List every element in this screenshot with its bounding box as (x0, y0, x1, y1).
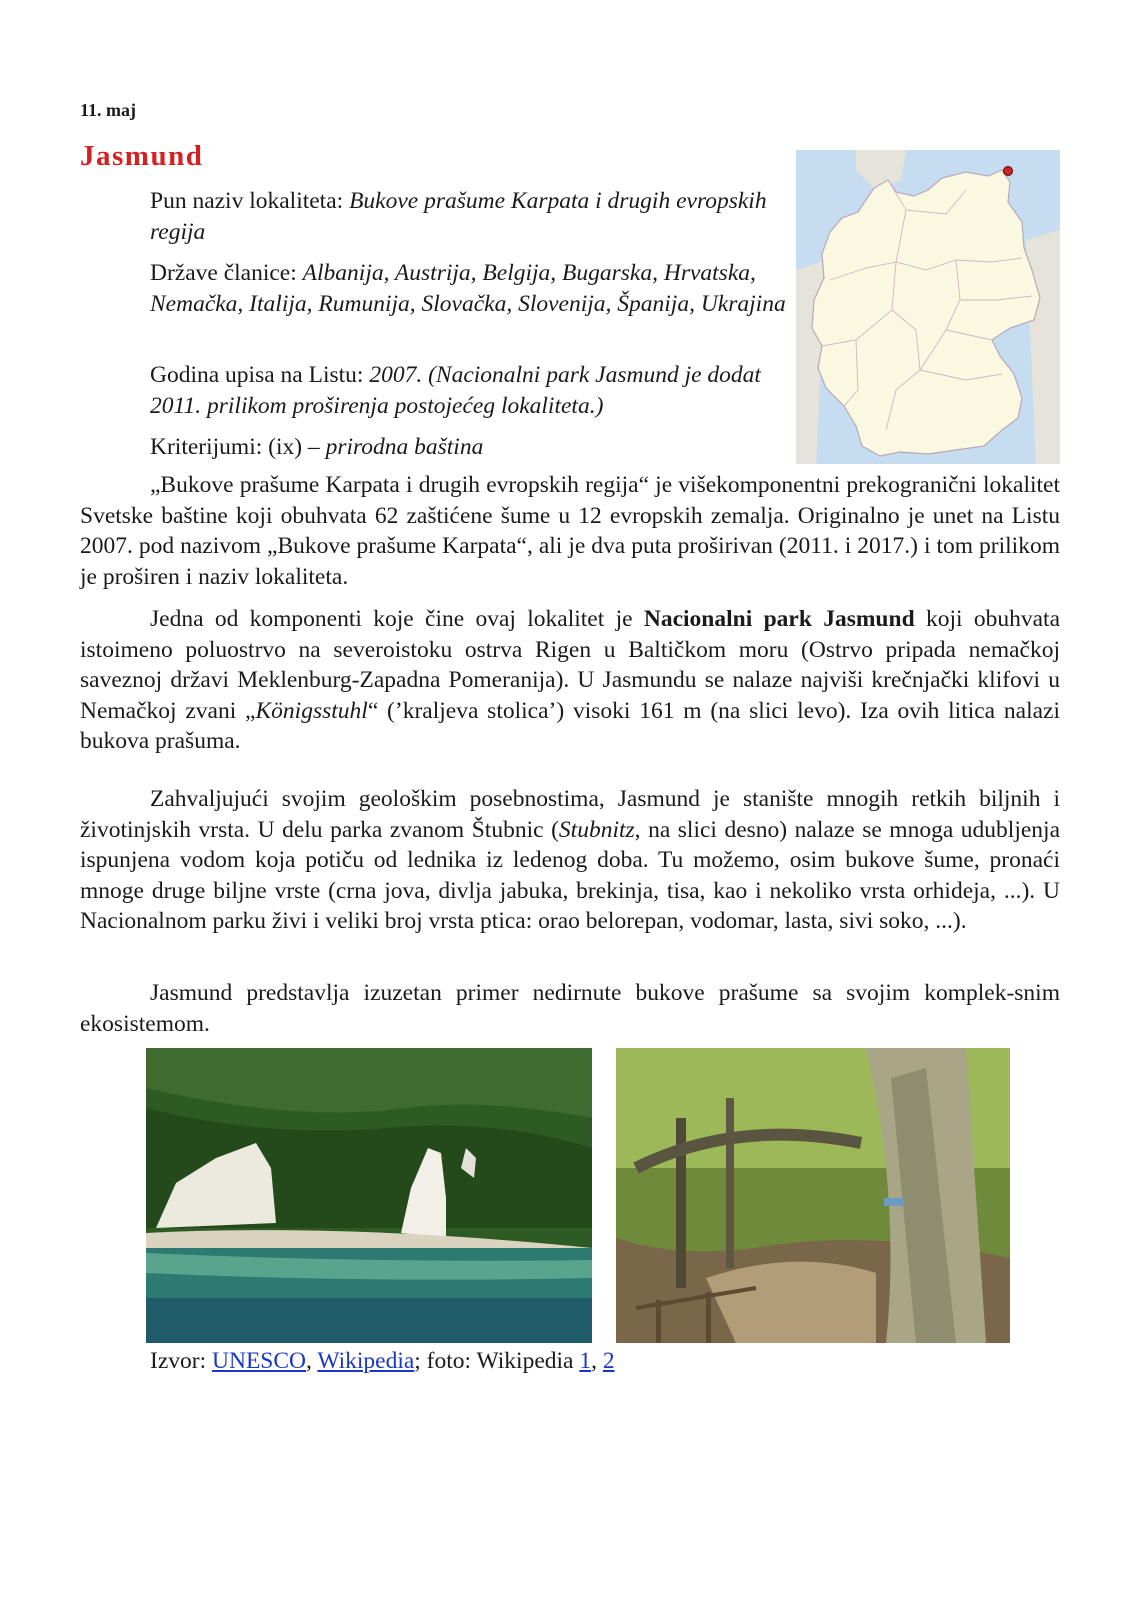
info-full-name (150, 186, 790, 247)
info-member-states (150, 258, 790, 319)
path (706, 1262, 876, 1343)
info-criteria (150, 432, 790, 463)
caption-photo-label: ; foto: Wikipedia (414, 1348, 580, 1374)
full-name-label: Pun naziv lokaliteta: (150, 188, 350, 214)
link-unesco[interactable]: UNESCO (212, 1348, 307, 1374)
paragraph-3-text-a: Zahvaljujući svojim geološkim posebnostima, Jasmund je stanište mnogih retkih biljnih i životinjskih vrsta. U delu parka zvanom Štubnic ( (80, 786, 1060, 843)
paragraph-2-bold: Nacionalni park Jasmund (643, 606, 915, 632)
fence-post (656, 1300, 661, 1343)
year-label: Godina upisa na Listu: (150, 362, 370, 388)
germany-locator-map (796, 150, 1060, 464)
year-value: 2007. (Nacionalni park Jasmund je dodat 2011. prilikom proširenja postojećeg lokaliteta.) (150, 362, 761, 419)
info-year (150, 360, 790, 421)
caption-separator: , (306, 1348, 318, 1374)
fence-post-2 (706, 1292, 711, 1343)
paragraph-1-text: „Bukove prašume Karpata i drugih evropskih regija“ je višekomponentni prekogranični lokalitet Svetske baštine koji obuhvata 62 zaštićene šume u 12 evropskih zemalja. Originalno je unet na Listu 2007. pod nazivom „Bukove prašume Karpata“, ali je dva puta proširivan (2011. i 2017.) i tom prilikom je proširen i naziv lokaliteta. (80, 472, 1060, 590)
paragraph-2-text-c: “ (’kraljeva stolica’) visoki 161 m (na slici levo). Iza ovih litica nalazi bukova prašuma. (80, 697, 1061, 754)
page-title: Jasmund (80, 140, 204, 172)
caption-separator-2: , (591, 1348, 603, 1374)
members-value: Albanija, Austrija, Belgija, Bugarska, Hrvatska, Nemačka, Italija, Rumunija, Slovačka, Slovenija, Španija, Ukrajina (150, 260, 786, 317)
link-photo-2[interactable]: 2 (602, 1348, 615, 1374)
paragraph-2-italic: Königsstuhl (255, 697, 368, 724)
paragraph-3 (80, 784, 1060, 937)
paragraph-2 (80, 604, 1060, 757)
criteria-label: Kriterijumi: (ix) – (150, 434, 326, 460)
photo-beech-forest (616, 1048, 1010, 1343)
paragraph-3-text-b: , na slici desno) nalaze se mnoga udubljenja ispunjena vodom koja potiču od lednika iz ledenog doba. Tu možemo, osim bukove šume, pronaći mnoge druge biljne vrste (crna jova, divlja jabuka, brekinja, tisa, kao i nekoliko vrsta orhideja, ...). U Nacionalnom parku živi i veliki broj vrsta ptica: orao belorepan, vodomar, lasta, sivi soko, ...). (80, 816, 1061, 934)
criteria-value: prirodna baština (325, 434, 484, 460)
trail-marker (884, 1198, 904, 1206)
paragraph-3-italic: Stubnitz (558, 816, 635, 843)
paragraph-4 (80, 978, 1060, 1039)
location-marker-icon (1004, 167, 1013, 176)
members-label: Države članice: (150, 260, 303, 286)
caption-prefix: Izvor: (150, 1348, 212, 1374)
link-wikipedia[interactable]: Wikipedia (317, 1348, 415, 1374)
paragraph-2-text-b: koji obuhvata istoimeno poluostrvo na severoistoku ostrva Rigen u Baltičkom moru (Ostrvo pripada nemačkoj saveznoj državi Meklenburg-Zapadna Pomeranija). U Jasmundu se nalaze najviši krečnjački klifovi u Nemačkoj zvani „ (80, 606, 1060, 724)
paragraph-1 (80, 470, 1060, 592)
paragraph-4-text: Jasmund predstavlja izuzetan primer nedirnute bukove prašume sa svojim komplek-snim ekosistemom. (80, 980, 1060, 1037)
source-caption (150, 1346, 615, 1376)
link-photo-1[interactable]: 1 (579, 1348, 592, 1374)
paragraph-2-text-a: Jedna od komponenti koje čine ovaj lokalitet je (150, 606, 644, 632)
date-label: 11. maj (80, 100, 136, 120)
photo-chalk-cliffs (146, 1048, 592, 1343)
full-name-value: Bukove prašume Karpata i drugih evropskih regija (150, 188, 767, 245)
thin-trunk-2 (726, 1098, 734, 1268)
deep-water (146, 1298, 592, 1343)
